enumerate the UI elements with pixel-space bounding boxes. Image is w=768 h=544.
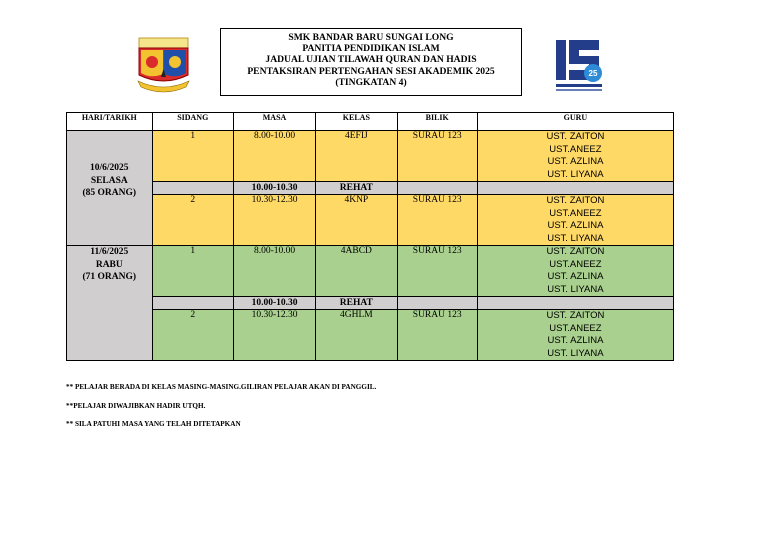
rehat-blank [397, 297, 477, 310]
guru-name: UST. ZAITON [546, 310, 605, 321]
guru-name: UST. AZLINA [547, 220, 604, 231]
day-count: (71 ORANG) [82, 272, 137, 282]
day-name: SELASA [90, 175, 128, 186]
guru-cell [477, 246, 673, 297]
rehat-time: 10.00-10.30 [233, 182, 315, 195]
guru-name: UST. LIYANA [547, 347, 604, 359]
rehat-row [67, 297, 674, 310]
rehat-blank [477, 182, 673, 195]
guru-cell [477, 131, 673, 182]
masa-cell: 10.30-12.30 [233, 195, 315, 246]
header-masa: MASA [233, 113, 315, 131]
rehat-blank [152, 182, 233, 195]
note-line: **PELAJAR DIWAJIBKAN HADIR UTQH. [66, 401, 206, 410]
header-sidang: SIDANG [152, 113, 233, 131]
sidang-cell: 1 [152, 246, 233, 297]
sidang-cell: 2 [152, 195, 233, 246]
rehat-blank [477, 297, 673, 310]
table-header-row [67, 113, 674, 131]
guru-name: UST. AZLINA [547, 335, 604, 346]
bilik-cell: SURAU 123 [397, 310, 477, 361]
form-level: (TINGKATAN 4) [335, 76, 407, 88]
header-kelas: KELAS [316, 113, 397, 131]
svg-text:25: 25 [588, 69, 598, 78]
rehat-time: 10.00-10.30 [233, 297, 315, 310]
document-header [220, 28, 522, 96]
rehat-label: REHAT [316, 297, 397, 310]
masa-cell: 10.30-12.30 [233, 310, 315, 361]
rehat-blank [397, 182, 477, 195]
kelas-cell: 4ABCD [316, 246, 397, 297]
rehat-blank [152, 297, 233, 310]
schedule-table [66, 112, 674, 361]
ip25-logo [553, 36, 605, 96]
guru-name: UST. LIYANA [547, 232, 604, 244]
school-logo [136, 37, 191, 95]
table-row [67, 195, 674, 246]
header-guru: GURU [477, 113, 673, 131]
guru-name: UST.ANEEZ [549, 322, 602, 334]
day-count: (85 ORANG) [82, 188, 137, 199]
guru-name: UST. ZAITON [546, 131, 605, 142]
guru-name: UST.ANEEZ [549, 258, 602, 270]
note-line: ** SILA PATUHI MASA YANG TELAH DITETAPKAN [66, 420, 241, 428]
rehat-label: REHAT [316, 182, 397, 195]
header-hari-tarikh: HARI/TARIKH [67, 113, 153, 131]
header-bilik: BILIK [397, 113, 477, 131]
kelas-cell: 4EFIJ [316, 131, 397, 182]
day-cell [67, 246, 153, 361]
assessment-title: PENTAKSIRAN PERTENGAHAN SESI AKADEMIK 2025 [247, 65, 495, 77]
guru-name: UST. ZAITON [546, 195, 605, 206]
sidang-cell: 2 [152, 310, 233, 361]
day-date: 11/6/2025 [90, 247, 129, 257]
guru-cell [477, 195, 673, 246]
kelas-cell: 4KNP [316, 195, 397, 246]
table-row [67, 131, 674, 182]
guru-name: UST. ZAITON [546, 246, 605, 257]
guru-name: UST. LIYANA [547, 283, 604, 295]
day-name: RABU [95, 259, 123, 270]
day-date: 10/6/2025 [90, 163, 129, 174]
table-row [67, 246, 674, 297]
guru-name: UST.ANEEZ [549, 207, 602, 219]
bilik-cell: SURAU 123 [397, 131, 477, 182]
table-row [67, 310, 674, 361]
bilik-cell: SURAU 123 [397, 246, 477, 297]
sidang-cell: 1 [152, 131, 233, 182]
guru-cell [477, 310, 673, 361]
guru-name: UST. LIYANA [547, 168, 604, 180]
guru-name: UST.ANEEZ [549, 143, 602, 155]
note-line: ** PELAJAR BERADA DI KELAS MASING-MASING.GILIRAN PELAJAR AKAN DI PANGGIL. [66, 383, 377, 391]
masa-cell: 8.00-10.00 [233, 131, 315, 182]
rehat-row [67, 182, 674, 195]
day-cell [67, 131, 153, 246]
guru-name: UST. AZLINA [547, 271, 604, 282]
guru-name: UST. AZLINA [547, 156, 604, 167]
schedule-title: JADUAL UJIAN TILAWAH QURAN DAN HADIS [265, 54, 477, 66]
panel-name: PANITIA PENDIDIKAN ISLAM [302, 43, 440, 55]
kelas-cell: 4GHLM [316, 310, 397, 361]
school-name: SMK BANDAR BARU SUNGAI LONG [288, 32, 454, 43]
notes-section [66, 378, 376, 434]
bilik-cell: SURAU 123 [397, 195, 477, 246]
masa-cell: 8.00-10.00 [233, 246, 315, 297]
